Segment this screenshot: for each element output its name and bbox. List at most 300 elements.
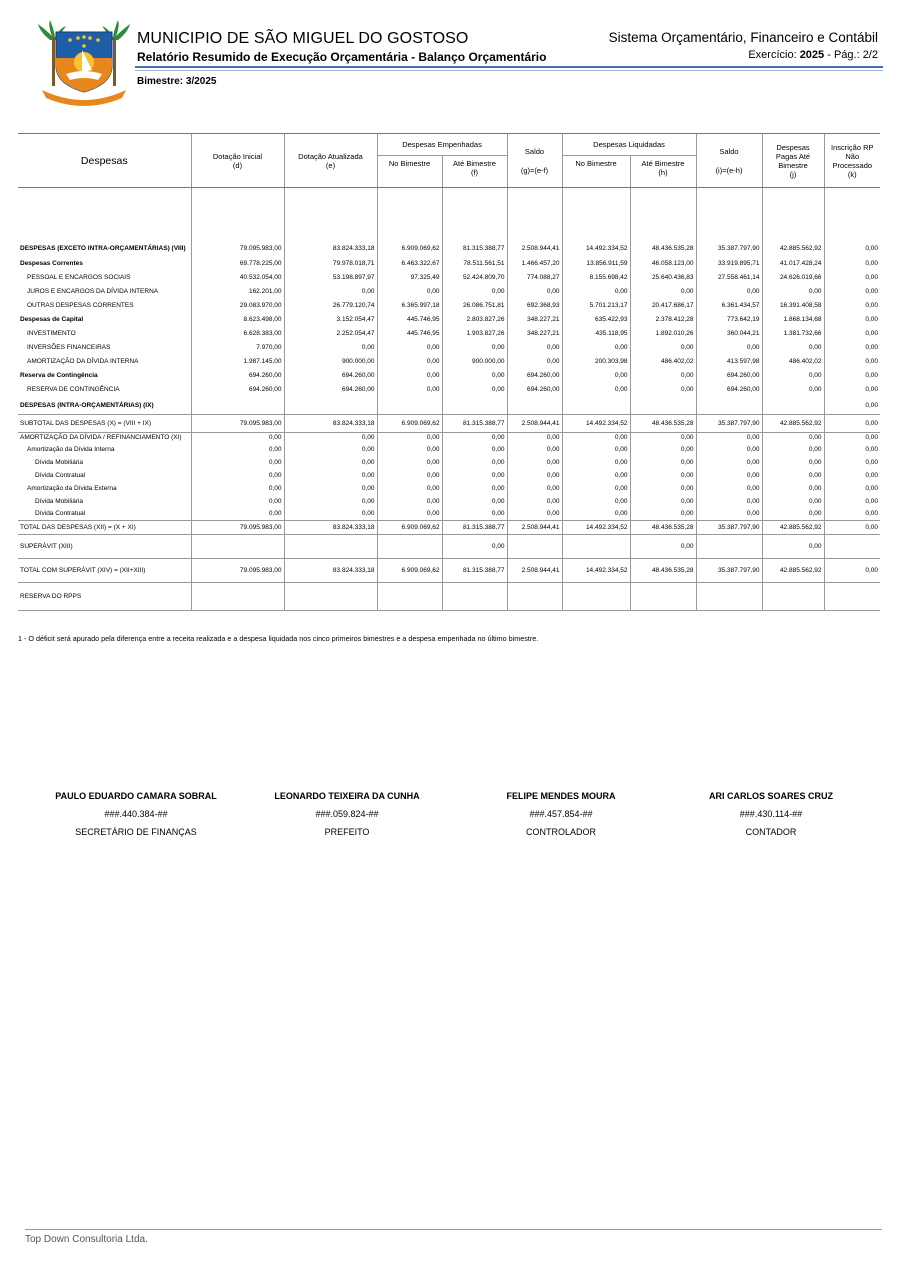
- col-pagas-sub: (j): [789, 169, 797, 179]
- row-value: 13.856.911,59: [562, 257, 630, 271]
- row-value: 0,00: [824, 341, 880, 355]
- row-value: [191, 397, 284, 415]
- row-value: 486.402,02: [630, 355, 696, 369]
- row-value: 0,00: [191, 482, 284, 495]
- row-value: 14.492.334,52: [562, 240, 630, 257]
- row-label: INVESTIMENTO: [27, 330, 76, 337]
- row-label: Despesas de Capital: [20, 316, 84, 323]
- row-value: 40.532.054,00: [191, 271, 284, 285]
- row-value: 692.368,93: [507, 299, 562, 313]
- row-value: 1.466.457,20: [507, 257, 562, 271]
- row-value: 0,00: [284, 285, 377, 299]
- row-value: 0,00: [630, 285, 696, 299]
- row-value: 2.803.827,26: [442, 313, 507, 327]
- row-label: Dívida Mobiliária: [35, 458, 84, 466]
- row-label: Amortização da Dívida Externa: [27, 484, 117, 492]
- row-value: 0,00: [191, 469, 284, 482]
- row-value: 0,00: [442, 469, 507, 482]
- col-rp-l3: Processado: [832, 160, 873, 170]
- row-value: 0,00: [284, 443, 377, 456]
- row-value: 1.903.827,26: [442, 327, 507, 341]
- row-value: 0,00: [762, 535, 824, 559]
- row-value: 0,00: [824, 469, 880, 482]
- table-row: [18, 355, 880, 369]
- table-row: [18, 299, 880, 313]
- col-emp-ate: [442, 156, 507, 188]
- row-label: Dívida Mobiliária: [35, 497, 84, 505]
- row-value: 360.044,21: [696, 327, 762, 341]
- row-value: [377, 397, 442, 415]
- row-value: 0,00: [824, 415, 880, 433]
- table-row: [18, 397, 880, 415]
- row-value: 0,00: [762, 383, 824, 397]
- row-value: [284, 397, 377, 415]
- col-dotacao-atualizada: [284, 134, 377, 188]
- row-value: 26.086.751,81: [442, 299, 507, 313]
- row-label: TOTAL DAS DESPESAS (XII) = (X + XI): [18, 521, 191, 535]
- row-value: 0,00: [191, 495, 284, 508]
- row-value: [442, 583, 507, 611]
- table-row: [18, 240, 880, 257]
- row-value: 35.387.797,90: [696, 521, 762, 535]
- col-dotacao-inicial: [191, 134, 284, 188]
- row-label: Dívida Contratual: [35, 471, 86, 479]
- row-value: 1.381.732,66: [762, 327, 824, 341]
- row-label: INVERSÕES FINANCEIRAS: [27, 344, 111, 351]
- row-label: JUROS E ENCARGOS DA DÍVIDA INTERNA: [27, 288, 159, 295]
- row-value: 0,00: [562, 482, 630, 495]
- row-value: 348.227,21: [507, 327, 562, 341]
- table-row: [18, 482, 880, 495]
- table-row: [18, 456, 880, 469]
- row-value: 0,00: [377, 433, 442, 443]
- row-value: 0,00: [696, 469, 762, 482]
- row-value: [507, 397, 562, 415]
- row-value: [284, 583, 377, 611]
- row-value: 0,00: [507, 433, 562, 443]
- table-row: [18, 559, 880, 583]
- row-value: 694.260,00: [191, 369, 284, 383]
- row-value: 83.824.333,18: [284, 559, 377, 583]
- row-value: 2.508.944,41: [507, 559, 562, 583]
- row-label: RESERVA DE CONTINGÊNCIA: [27, 386, 120, 393]
- row-value: 0,00: [442, 341, 507, 355]
- col-dotacao-inicial-sub: (d): [232, 160, 243, 170]
- signature-block: [247, 791, 447, 837]
- row-value: 6.909.069,62: [377, 521, 442, 535]
- row-value: 0,00: [630, 508, 696, 521]
- row-value: 14.492.334,52: [562, 415, 630, 433]
- group-empenhadas: Despesas Empenhadas: [377, 134, 507, 156]
- row-value: 0,00: [442, 285, 507, 299]
- row-value: 0,00: [377, 456, 442, 469]
- row-value: [630, 397, 696, 415]
- row-value: 0,00: [762, 433, 824, 443]
- row-value: 486.402,02: [762, 355, 824, 369]
- signature-name: ARI CARLOS SOARES CRUZ: [708, 791, 833, 801]
- exercise-label: Exercício:: [748, 49, 797, 61]
- row-value: 0,00: [824, 369, 880, 383]
- row-value: 0,00: [191, 443, 284, 456]
- row-value: 97.325,49: [377, 271, 442, 285]
- row-value: 0,00: [377, 443, 442, 456]
- table-row: [18, 583, 880, 611]
- table-row: [18, 271, 880, 285]
- row-value: 0,00: [507, 482, 562, 495]
- row-value: 14.492.334,52: [562, 521, 630, 535]
- row-value: 69.778.225,00: [191, 257, 284, 271]
- row-label: AMORTIZAÇÃO DA DÍVIDA INTERNA: [27, 358, 139, 365]
- row-value: 0,00: [762, 369, 824, 383]
- table-row: [18, 383, 880, 397]
- row-value: 0,00: [562, 369, 630, 383]
- row-value: [824, 535, 880, 559]
- row-value: 0,00: [562, 341, 630, 355]
- row-value: [696, 583, 762, 611]
- table-row: [18, 521, 880, 535]
- footer-company: Top Down Consultoria Ltda.: [25, 1234, 148, 1245]
- row-value: 694.260,00: [284, 383, 377, 397]
- row-value: 25.640.436,83: [630, 271, 696, 285]
- col-saldo-i-label: Saldo: [719, 146, 739, 156]
- row-value: 79.095.983,00: [191, 559, 284, 583]
- row-value: 0,00: [824, 397, 880, 415]
- row-value: 79.095.983,00: [191, 240, 284, 257]
- row-label: Reserva de Contingência: [20, 372, 98, 379]
- row-value: 0,00: [762, 456, 824, 469]
- table-row: [18, 257, 880, 271]
- row-value: [762, 583, 824, 611]
- row-value: 0,00: [696, 508, 762, 521]
- col-saldo-i-sub: (i)=(e-h): [715, 165, 743, 175]
- row-value: 0,00: [377, 482, 442, 495]
- row-label: PESSOAL E ENCARGOS SOCIAIS: [27, 274, 131, 281]
- row-value: 83.824.333,18: [284, 521, 377, 535]
- row-value: 79.095.983,00: [191, 521, 284, 535]
- row-value: 0,00: [377, 341, 442, 355]
- row-value: [377, 583, 442, 611]
- row-value: 900.000,00: [442, 355, 507, 369]
- col-saldo-g: [507, 134, 562, 188]
- row-value: 42.885.562,92: [762, 559, 824, 583]
- row-value: 0,00: [562, 469, 630, 482]
- row-label: OUTRAS DESPESAS CORRENTES: [27, 302, 134, 309]
- row-value: [562, 535, 630, 559]
- row-value: 0,00: [762, 285, 824, 299]
- col-rp-l2: Não: [845, 151, 860, 161]
- row-value: 0,00: [507, 443, 562, 456]
- row-value: 413.597,98: [696, 355, 762, 369]
- row-value: 6.361.434,57: [696, 299, 762, 313]
- row-value: [191, 583, 284, 611]
- row-value: 0,00: [630, 383, 696, 397]
- row-label: DESPESAS (EXCETO INTRA-ORÇAMENTÁRIAS) (VIII): [20, 244, 186, 252]
- row-value: 0,00: [284, 456, 377, 469]
- row-value: 0,00: [442, 495, 507, 508]
- row-value: 0,00: [762, 482, 824, 495]
- row-value: 0,00: [442, 508, 507, 521]
- table-row: [18, 369, 880, 383]
- row-value: 0,00: [507, 341, 562, 355]
- signature-cpf: ###.430.114-##: [739, 809, 803, 819]
- signature-role: PREFEITO: [324, 827, 370, 837]
- row-value: 48.436.535,28: [630, 521, 696, 535]
- row-value: [442, 397, 507, 415]
- row-value: 0,00: [284, 341, 377, 355]
- municipal-logo: [36, 18, 132, 106]
- row-value: 53.198.897,97: [284, 271, 377, 285]
- row-value: [507, 535, 562, 559]
- row-value: 0,00: [377, 369, 442, 383]
- table-row: [18, 433, 880, 443]
- row-value: 0,00: [507, 508, 562, 521]
- signature-block: [671, 791, 871, 837]
- row-value: 24.626.019,66: [762, 271, 824, 285]
- row-value: 0,00: [377, 469, 442, 482]
- row-value: 0,00: [762, 469, 824, 482]
- row-value: 0,00: [507, 285, 562, 299]
- col-saldo-g-label: Saldo: [524, 146, 545, 156]
- row-value: 0,00: [284, 495, 377, 508]
- table-row: [18, 535, 880, 559]
- signature-name: FELIPE MENDES MOURA: [506, 791, 616, 801]
- row-value: 0,00: [562, 456, 630, 469]
- row-value: 0,00: [630, 443, 696, 456]
- row-value: 0,00: [824, 285, 880, 299]
- row-value: 78.511.561,51: [442, 257, 507, 271]
- row-value: 694.260,00: [507, 383, 562, 397]
- row-label: SUBTOTAL DAS DESPESAS (X) = (VIII + IX): [18, 415, 191, 433]
- col-emp-ate-sub: (f): [470, 168, 479, 177]
- row-value: 0,00: [696, 456, 762, 469]
- row-value: 0,00: [284, 469, 377, 482]
- row-value: 0,00: [507, 469, 562, 482]
- footer-rule: [25, 1229, 882, 1230]
- row-value: 20.417.686,17: [630, 299, 696, 313]
- footnote: 1 - O déficit será apurado pela diferença entre a receita realizada e a despesa liquidada nos cinco primeiros bimestres e a despesa empenhada no último bimestre.: [18, 634, 539, 643]
- row-value: 5.701.213,17: [562, 299, 630, 313]
- row-value: 83.824.333,18: [284, 415, 377, 433]
- row-value: 694.260,00: [696, 369, 762, 383]
- row-value: 48.436.535,28: [630, 415, 696, 433]
- report-title: Relatório Resumido de Execução Orçamentária - Balanço Orçamentário: [137, 50, 547, 64]
- table-row: [18, 327, 880, 341]
- row-value: 81.315.388,77: [442, 521, 507, 535]
- row-value: 162.201,00: [191, 285, 284, 299]
- header-rule: [135, 66, 883, 68]
- row-value: 0,00: [630, 482, 696, 495]
- col-dotacao-atualizada-label: Dotação Atualizada: [298, 151, 363, 161]
- row-value: 0,00: [824, 257, 880, 271]
- col-rp-l1: Inscrição RP: [831, 142, 874, 152]
- row-value: 200.303,98: [562, 355, 630, 369]
- row-value: 26.779.120,74: [284, 299, 377, 313]
- row-label: Amortização da Dívida Interna: [27, 445, 115, 453]
- row-value: 0,00: [630, 495, 696, 508]
- row-value: 6.365.997,18: [377, 299, 442, 313]
- row-value: [630, 583, 696, 611]
- row-value: 0,00: [562, 443, 630, 456]
- row-value: 0,00: [562, 383, 630, 397]
- table-row: [18, 415, 880, 433]
- signature-name: PAULO EDUARDO CAMARA SOBRAL: [55, 791, 217, 801]
- row-value: 694.260,00: [507, 369, 562, 383]
- row-value: 42.885.562,92: [762, 240, 824, 257]
- row-value: 0,00: [824, 433, 880, 443]
- row-value: 773.642,19: [696, 313, 762, 327]
- row-value: 79.978.018,71: [284, 257, 377, 271]
- col-liq-ate-sub: (h): [658, 168, 668, 177]
- row-value: 694.260,00: [191, 383, 284, 397]
- row-value: [824, 583, 880, 611]
- bimester-label: Bimestre: 3/2025: [137, 76, 217, 87]
- row-value: 46.058.123,00: [630, 257, 696, 271]
- row-value: 2.508.944,41: [507, 240, 562, 257]
- row-value: 0,00: [630, 535, 696, 559]
- row-value: 48.436.535,28: [630, 240, 696, 257]
- row-value: 774.088,27: [507, 271, 562, 285]
- row-label: SUPERÁVIT (XIII): [18, 535, 191, 559]
- row-value: 0,00: [630, 433, 696, 443]
- row-value: 694.260,00: [284, 369, 377, 383]
- row-value: 0,00: [824, 443, 880, 456]
- row-value: 0,00: [284, 433, 377, 443]
- row-value: 0,00: [824, 482, 880, 495]
- spacer-row: [18, 188, 880, 240]
- row-value: 0,00: [824, 456, 880, 469]
- row-value: 0,00: [824, 508, 880, 521]
- row-value: 2.378.412,28: [630, 313, 696, 327]
- row-label: RESERVA DO RPPS: [18, 583, 191, 611]
- row-value: 3.152.054,47: [284, 313, 377, 327]
- col-rp: [824, 134, 880, 188]
- row-value: [562, 583, 630, 611]
- row-value: [562, 397, 630, 415]
- signature-cpf: ###.440.384-##: [104, 809, 168, 819]
- signature-role: SECRETÁRIO DE FINANÇAS: [75, 827, 197, 837]
- row-value: 0,00: [562, 495, 630, 508]
- row-value: 1.892.010,26: [630, 327, 696, 341]
- row-value: 0,00: [696, 285, 762, 299]
- table-row: [18, 313, 880, 327]
- exercise-page-info: [748, 49, 878, 61]
- row-value: 79.095.983,00: [191, 415, 284, 433]
- signature-block: [461, 791, 661, 837]
- row-value: [762, 397, 824, 415]
- signature-block: [36, 791, 236, 837]
- row-value: 6.909.069,62: [377, 240, 442, 257]
- col-rp-sub: (k): [847, 169, 857, 179]
- row-value: [377, 535, 442, 559]
- col-liq-bim: No Bimestre: [562, 156, 630, 188]
- row-value: 2.508.944,41: [507, 521, 562, 535]
- row-value: 348.227,21: [507, 313, 562, 327]
- row-value: 0,00: [442, 433, 507, 443]
- row-value: 0,00: [562, 285, 630, 299]
- row-value: 0,00: [507, 495, 562, 508]
- row-value: 0,00: [191, 456, 284, 469]
- row-value: 445.746,95: [377, 327, 442, 341]
- row-value: 81.315.388,77: [442, 240, 507, 257]
- row-value: 0,00: [824, 559, 880, 583]
- row-value: 0,00: [696, 341, 762, 355]
- row-value: [284, 535, 377, 559]
- row-value: 0,00: [507, 355, 562, 369]
- table-row: [18, 508, 880, 521]
- row-value: 0,00: [630, 469, 696, 482]
- row-value: 0,00: [377, 383, 442, 397]
- row-value: 6.909.069,62: [377, 559, 442, 583]
- col-dotacao-inicial-label: Dotação Inicial: [212, 151, 263, 161]
- row-value: 0,00: [562, 508, 630, 521]
- row-value: 0,00: [824, 383, 880, 397]
- row-value: 0,00: [762, 495, 824, 508]
- row-value: 14.492.334,52: [562, 559, 630, 583]
- row-value: 0,00: [442, 456, 507, 469]
- row-value: [696, 535, 762, 559]
- row-value: 52.424.809,70: [442, 271, 507, 285]
- row-value: 42.885.562,92: [762, 415, 824, 433]
- row-value: 0,00: [762, 341, 824, 355]
- col-liq-ate-label: Até Bimestre: [641, 159, 685, 168]
- row-value: 0,00: [824, 521, 880, 535]
- row-value: 6.463.322,67: [377, 257, 442, 271]
- row-value: 0,00: [562, 433, 630, 443]
- col-emp-bim: No Bimestre: [377, 156, 442, 188]
- row-value: 0,00: [377, 508, 442, 521]
- system-name: Sistema Orçamentário, Financeiro e Contábil: [608, 30, 878, 45]
- row-value: 6.628.383,00: [191, 327, 284, 341]
- row-value: 8.623.498,00: [191, 313, 284, 327]
- col-pagas-l1: Despesas: [776, 142, 810, 152]
- row-value: 0,00: [630, 341, 696, 355]
- row-label: AMORTIZAÇÃO DA DÍVIDA / REFINANCIAMENTO (XI): [20, 434, 182, 442]
- row-value: 0,00: [824, 355, 880, 369]
- row-value: 0,00: [762, 508, 824, 521]
- signature-role: CONTROLADOR: [525, 827, 596, 837]
- row-value: [507, 583, 562, 611]
- col-pagas: [762, 134, 824, 188]
- row-value: 81.315.388,77: [442, 559, 507, 583]
- row-value: 0,00: [284, 482, 377, 495]
- row-value: [696, 397, 762, 415]
- row-value: 42.885.562,92: [762, 521, 824, 535]
- row-label: Dívida Contratual: [18, 508, 191, 521]
- row-value: 0,00: [377, 355, 442, 369]
- signature-role: CONTADOR: [745, 827, 797, 837]
- row-value: [191, 535, 284, 559]
- row-value: 41.017.428,24: [762, 257, 824, 271]
- exercise-year: 2025: [799, 49, 825, 61]
- row-value: 27.558.461,14: [696, 271, 762, 285]
- col-saldo-g-sub: (g)=(e-f): [520, 165, 549, 175]
- row-value: 0,00: [696, 495, 762, 508]
- row-value: 8.155.698,42: [562, 271, 630, 285]
- row-value: 33.919.895,71: [696, 257, 762, 271]
- col-saldo-i: [696, 134, 762, 188]
- row-label: DESPESAS (INTRA-ORÇAMENTÁRIAS) (IX): [18, 397, 191, 415]
- row-value: 35.387.797,90: [696, 240, 762, 257]
- row-value: 0,00: [762, 443, 824, 456]
- row-label: TOTAL COM SUPERÁVIT (XIV) = (XII+XIII): [18, 559, 191, 583]
- municipality-name: MUNICIPIO DE SÃO MIGUEL DO GOSTOSO: [137, 30, 469, 47]
- row-value: 0,00: [696, 443, 762, 456]
- row-value: 0,00: [284, 508, 377, 521]
- row-value: 81.315.388,77: [442, 415, 507, 433]
- row-value: 35.387.797,90: [696, 559, 762, 583]
- group-liquidadas: Despesas Liquidadas: [562, 134, 696, 156]
- row-value: 29.083.970,00: [191, 299, 284, 313]
